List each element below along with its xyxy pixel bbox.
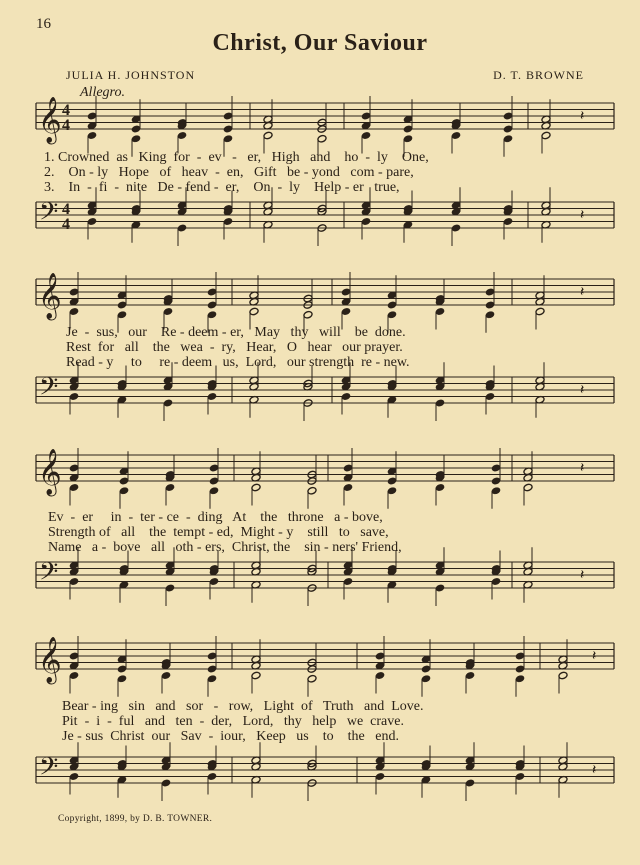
note-head [341, 307, 351, 316]
note-head [307, 674, 317, 683]
lyric-line: Je - sus Christ our Sav - iour, Keep us to the end. [62, 729, 399, 744]
note-head [165, 584, 175, 593]
note-head [317, 134, 327, 143]
treble-clef-icon: 𝄞 [38, 273, 62, 319]
note-head [163, 307, 173, 316]
note-head [69, 288, 79, 297]
note-head [207, 288, 217, 297]
note-head [207, 674, 217, 683]
treble-clef-icon: 𝄞 [38, 97, 62, 143]
note-head [341, 288, 351, 297]
note-head [541, 131, 551, 140]
note-head [223, 217, 233, 226]
note-head [451, 224, 461, 233]
note-head [207, 652, 217, 661]
page-number: 16 [36, 16, 51, 32]
note-head [223, 112, 233, 121]
rest-icon: 𝄽 [592, 763, 597, 778]
rest-icon: 𝄽 [580, 109, 585, 124]
note-head [361, 217, 371, 226]
note-head [387, 301, 397, 310]
lyric-line: Je - sus, our Re - deem - er, May thy will be done. [66, 325, 406, 340]
note-head [491, 486, 501, 495]
note-head [69, 652, 79, 661]
note-head [223, 134, 233, 143]
note-head [177, 131, 187, 140]
note-head [515, 674, 525, 683]
bass-clef-icon: 𝄢 [39, 197, 59, 233]
note-head [435, 584, 445, 593]
note-head [503, 217, 513, 226]
note-head [131, 125, 141, 134]
lyric-line: 3. In - fi - nite De - fend - er, On - ly Help - er true, [44, 180, 400, 195]
rest-icon: 𝄽 [580, 461, 585, 476]
hymn-title: Christ, Our Saviour [212, 30, 428, 56]
lyric-line: Pit - i - ful and ten - der, Lord, thy help we crave. [62, 714, 404, 729]
note-head [485, 392, 495, 401]
bass-clef-icon: 𝄢 [39, 372, 59, 408]
lyric-line: Rest for all the wea - ry, Hear, O hear our prayer. [66, 340, 403, 355]
note-head [485, 288, 495, 297]
note-head [207, 665, 217, 674]
treble-clef-icon: 𝄞 [38, 449, 62, 495]
note-head [435, 399, 445, 408]
note-head [69, 464, 79, 473]
note-head [117, 674, 127, 683]
lyric-line: 2. On - ly Hope of heav - en, Gift be - yond com - pare, [44, 165, 414, 180]
note-head [209, 486, 219, 495]
rest-icon: 𝄽 [580, 568, 585, 583]
note-head [119, 477, 129, 486]
note-head [117, 301, 127, 310]
lyric-line: Bear - ing sin and sor - row, Light of Truth and Love. [62, 699, 424, 714]
note-head [465, 671, 475, 680]
note-head [131, 134, 141, 143]
time-signature-numerator: 4 [62, 102, 70, 119]
note-head [515, 665, 525, 674]
bass-clef-icon: 𝄢 [39, 752, 59, 788]
note-head [341, 392, 351, 401]
note-head [535, 307, 545, 316]
note-head [209, 477, 219, 486]
note-head [503, 134, 513, 143]
bass-clef-icon: 𝄢 [39, 557, 59, 593]
note-head [491, 464, 501, 473]
note-head [161, 671, 171, 680]
note-head [177, 224, 187, 233]
note-head [343, 464, 353, 473]
note-head [69, 577, 79, 586]
note-head [343, 577, 353, 586]
note-head [207, 301, 217, 310]
note-head [343, 483, 353, 492]
note-head [485, 310, 495, 319]
note-head [523, 483, 533, 492]
note-head [207, 772, 217, 781]
note-head [303, 310, 313, 319]
note-head [387, 310, 397, 319]
note-head [117, 310, 127, 319]
note-head [69, 772, 79, 781]
note-head [119, 486, 129, 495]
rest-icon: 𝄽 [580, 383, 585, 398]
note-head [387, 477, 397, 486]
copyright-notice: Copyright, 1899, by D. B. TOWNER. [58, 814, 213, 824]
time-signature-numerator: 4 [62, 201, 70, 218]
time-signature-denominator: 4 [62, 117, 70, 134]
note-head [361, 131, 371, 140]
note-head [87, 131, 97, 140]
note-head [207, 392, 217, 401]
note-head [163, 399, 173, 408]
rest-icon: 𝄽 [592, 649, 597, 664]
lyric-line: Strength of all the tempt - ed, Might - y still to save, [48, 525, 389, 540]
lyric-line: 1. Crowned as King for - ev - er, High and ho - ly One, [44, 150, 429, 165]
note-head [451, 131, 461, 140]
note-head [69, 307, 79, 316]
note-head [117, 665, 127, 674]
rest-icon: 𝄽 [580, 208, 585, 223]
note-head [403, 125, 413, 134]
note-head [503, 112, 513, 121]
note-head [387, 486, 397, 495]
treble-clef-icon: 𝄞 [38, 637, 62, 683]
note-head [69, 392, 79, 401]
note-head [375, 671, 385, 680]
note-head [69, 671, 79, 680]
note-head [307, 486, 317, 495]
lyric-line: Ev - er in - ter - ce - ding At the throne a - bove, [48, 510, 383, 525]
note-head [87, 112, 97, 121]
time-signature-denominator: 4 [62, 216, 70, 233]
note-head [69, 483, 79, 492]
note-head [435, 307, 445, 316]
note-head [263, 131, 273, 140]
note-head [209, 464, 219, 473]
note-head [249, 307, 259, 316]
note-head [491, 577, 501, 586]
tempo-marking: Allegro. [80, 85, 125, 100]
note-head [161, 779, 171, 788]
note-head [485, 301, 495, 310]
note-head [375, 652, 385, 661]
note-head [491, 477, 501, 486]
composer-credit: D. T. BROWNE [493, 68, 584, 82]
note-head [251, 671, 261, 680]
note-head [223, 125, 233, 134]
note-head [165, 483, 175, 492]
note-head [515, 652, 525, 661]
note-head [403, 134, 413, 143]
note-head [503, 125, 513, 134]
lyricist-credit: JULIA H. JOHNSTON [66, 68, 196, 82]
note-head [209, 577, 219, 586]
lyric-line: Read - y to re - deem us, Lord, our strength re - new. [66, 355, 410, 370]
note-head [251, 483, 261, 492]
note-head [421, 665, 431, 674]
lyric-line: Name a - bove all oth - ers, Christ, the sin - ners' Friend, [48, 540, 402, 555]
note-head [435, 483, 445, 492]
note-head [375, 772, 385, 781]
note-head [421, 674, 431, 683]
note-head [558, 671, 568, 680]
rest-icon: 𝄽 [580, 285, 585, 300]
note-head [465, 779, 475, 788]
note-head [515, 772, 525, 781]
note-head [87, 217, 97, 226]
note-head [207, 310, 217, 319]
note-head [361, 112, 371, 121]
